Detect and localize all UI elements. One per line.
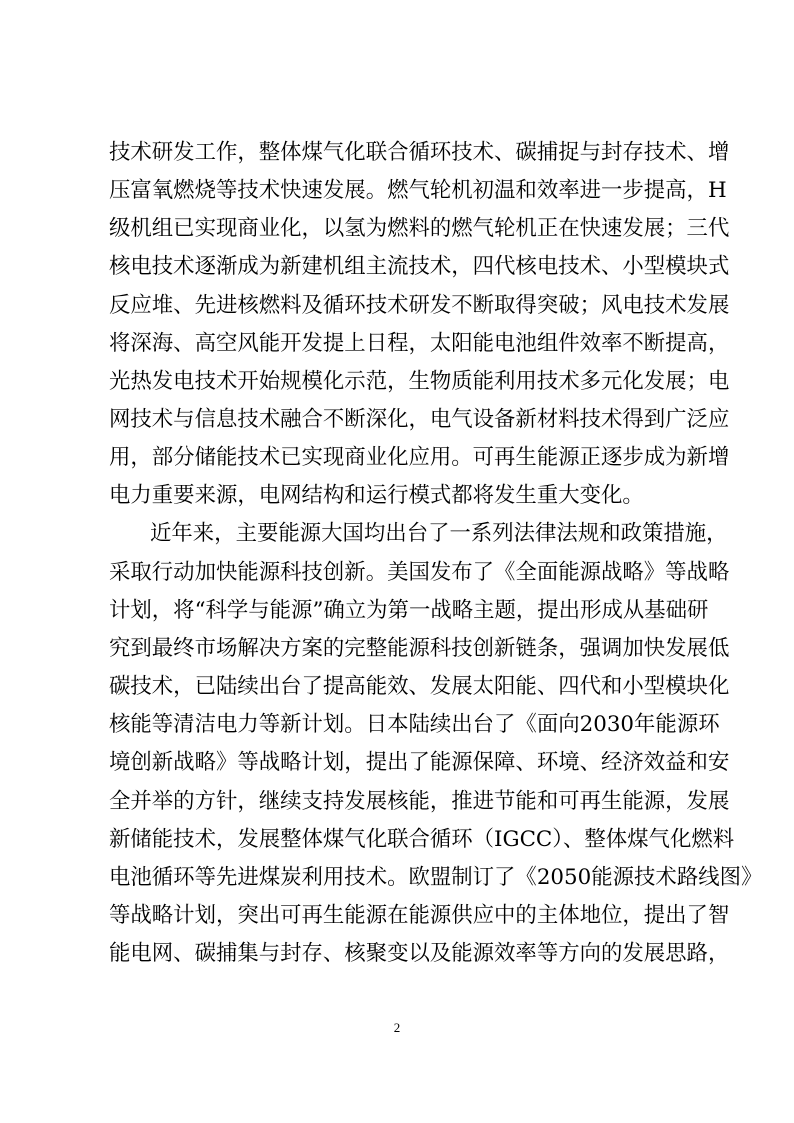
paragraph-line: 反应堆、先进核燃料及循环技术研发不断取得突破；风电技术发展 — [109, 293, 730, 318]
paragraph-line: 级机组已实现商业化，以氢为燃料的燃气轮机正在快速发展；三代 — [109, 216, 730, 241]
paragraph-line: 核能等清洁电力等新计划。日本陆续出台了《面向2030年能源环 — [109, 712, 720, 737]
paragraph-line: 用，部分储能技术已实现商业化应用。可再生能源正逐步成为新增 — [109, 445, 730, 470]
paragraph-line: 境创新战略》等战略计划，提出了能源保障、环境、经济效益和安 — [109, 750, 730, 775]
paragraph-line: 计划，将“科学与能源”确立为第一战略主题，提出形成从基础研 — [109, 598, 709, 623]
paragraph-line: 电力重要来源，电网结构和运行模式都将发生重大变化。 — [109, 483, 644, 508]
paragraph-line: 网技术与信息技术融合不断深化，电气设备新材料技术得到广泛应 — [109, 407, 730, 432]
paragraph-line: 能电网、碳捕集与封存、核聚变以及能源效率等方向的发展思路， — [109, 941, 730, 966]
paragraph-line: 全并举的方针，继续支持发展核能，推进节能和可再生能源，发展 — [109, 789, 730, 814]
paragraph-line: 近年来，主要能源大国均出台了一系列法律法规和政策措施， — [150, 521, 728, 546]
paragraph-line: 等战略计划，突出可再生能源在能源供应中的主体地位，提出了智 — [109, 903, 730, 928]
paragraph-line: 技术研发工作，整体煤气化联合循环技术、碳捕捉与封存技术、增 — [109, 140, 730, 165]
paragraph-line: 采取行动加快能源科技创新。美国发布了《全面能源战略》等战略 — [109, 560, 730, 585]
paragraph-line: 将深海、高空风能开发提上日程，太阳能电池组件效率不断提高， — [109, 331, 730, 356]
paragraph-line: 究到最终市场解决方案的完整能源科技创新链条，强调加快发展低 — [109, 636, 730, 661]
paragraph-line: 碳技术，已陆续出台了提高能效、发展太阳能、四代和小型模块化 — [109, 674, 730, 699]
paragraph-line: 新储能技术，发展整体煤气化联合循环（IGCC）、整体煤气化燃料 — [109, 827, 735, 852]
paragraph-line: 核电技术逐渐成为新建机组主流技术，四代核电技术、小型模块式 — [109, 254, 730, 279]
paragraph-line: 压富氧燃烧等技术快速发展。燃气轮机初温和效率进一步提高，H — [109, 178, 727, 203]
paragraph-line: 电池循环等先进煤炭利用技术。欧盟制订了《2050能源技术路线图》 — [109, 865, 763, 890]
page-number: 2 — [393, 1020, 401, 1035]
paragraph-line: 光热发电技术开始规模化示范，生物质能利用技术多元化发展；电 — [109, 369, 730, 394]
